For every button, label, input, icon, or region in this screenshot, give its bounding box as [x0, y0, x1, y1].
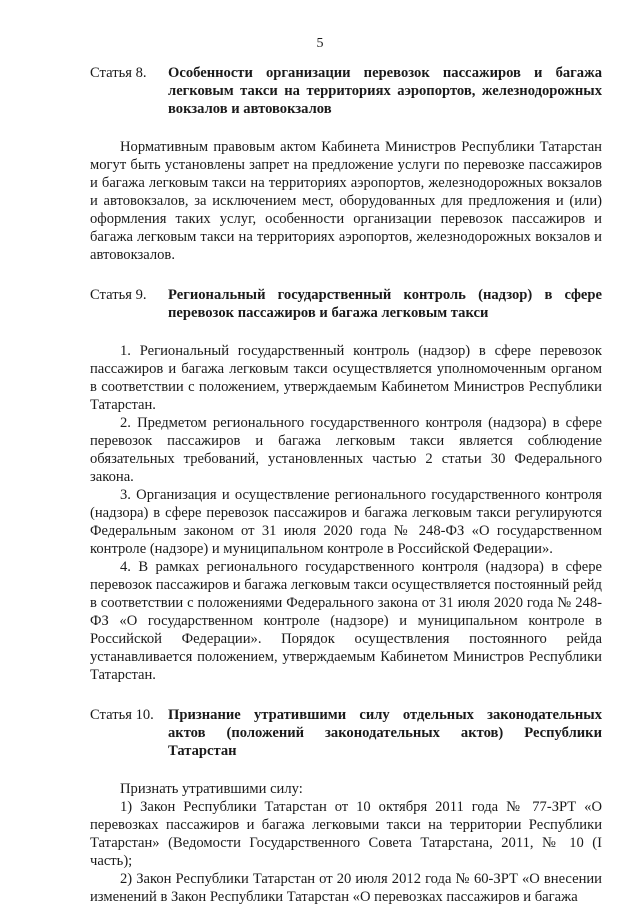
article-number: Статья 10.	[90, 707, 154, 723]
paragraph: 2) Закон Республики Татарстан от 20 июля 2012 года № 60-ЗРТ «О внесении изменений в Закон Республики Татарстан «О перевозках пассажиров и багажа	[90, 871, 602, 905]
paragraph: 1. Региональный государственный контроль (надзор) в сфере перевозок пассажиров и багажа легковым такси осуществляется уполномоченным органом в соответствии с положением, утверждаемым Кабинетом Министров Республики Татарстан.	[90, 343, 602, 413]
paragraph: 2. Предметом регионального государственного контроля (надзора) в сфере перевозок пассажиров и багажа легковым такси является соблюдение обязательных требований, установленных частью 2 статьи 30 Федерального закона.	[90, 415, 602, 485]
paragraph: Признать утратившими силу:	[120, 781, 303, 797]
article-number: Статья 9.	[90, 287, 147, 303]
article-10-heading	[90, 706, 602, 760]
article-number: Статья 8.	[90, 65, 147, 81]
article-title: Признание утратившими силу отдельных законодательных актов (положений законодательных актов) Республики Татарстан	[168, 707, 602, 759]
article-9-heading	[90, 286, 602, 322]
document-body	[90, 64, 602, 906]
article-8-heading	[90, 64, 602, 118]
article-title: Региональный государственный контроль (надзор) в сфере перевозок пассажиров и багажа легковым такси	[168, 287, 602, 321]
paragraph: 1) Закон Республики Татарстан от 10 октября 2011 года № 77-ЗРТ «О перевозках пассажиров и багажа легковыми такси на территории Республики Татарстан» (Ведомости Государственного Совета Татарстана, 2011, № 10 (I часть);	[90, 799, 602, 869]
paragraph: 4. В рамках регионального государственного контроля (надзора) в сфере перевозок пассажиров и багажа легковым такси осуществляется постоянный рейд в соответствии с положениями Федерального закона от 31 июля 2020 года № 248-ФЗ «О государственном контроле (надзоре) и муниципальном контроле в Российской Федерации». Порядок осуществления постоянного рейда устанавливается положением, утверждаемым Кабинетом Министров Республики Татарстан.	[90, 559, 602, 683]
paragraph: 3. Организация и осуществление регионального государственного контроля (надзора) в сфере перевозок пассажиров и багажа легковым такси регулируются Федеральным законом от 31 июля 2020 года № 248-ФЗ «О государственном контроле (надзоре) и муниципальном контроле в Российской Федерации».	[90, 487, 602, 557]
page-number: 5	[316, 36, 324, 51]
article-title: Особенности организации перевозок пассажиров и багажа легковым такси на территориях аэропортов, железнодорожных вокзалов и автовокзалов	[168, 65, 602, 117]
paragraph: Нормативным правовым актом Кабинета Министров Республики Татарстан могут быть установлены запрет на предложение услуги по перевозке пассажиров и багажа легковым такси на территориях аэропортов, железнодорожных вокзалов и автовокзалов, за исключением мест, оборудованных для предложения и (или) оформления таких услуг, особенности организации перевозок пассажиров и багажа легковым такси на территориях аэропортов, железнодорожных вокзалов и автовокзалов.	[90, 139, 602, 263]
